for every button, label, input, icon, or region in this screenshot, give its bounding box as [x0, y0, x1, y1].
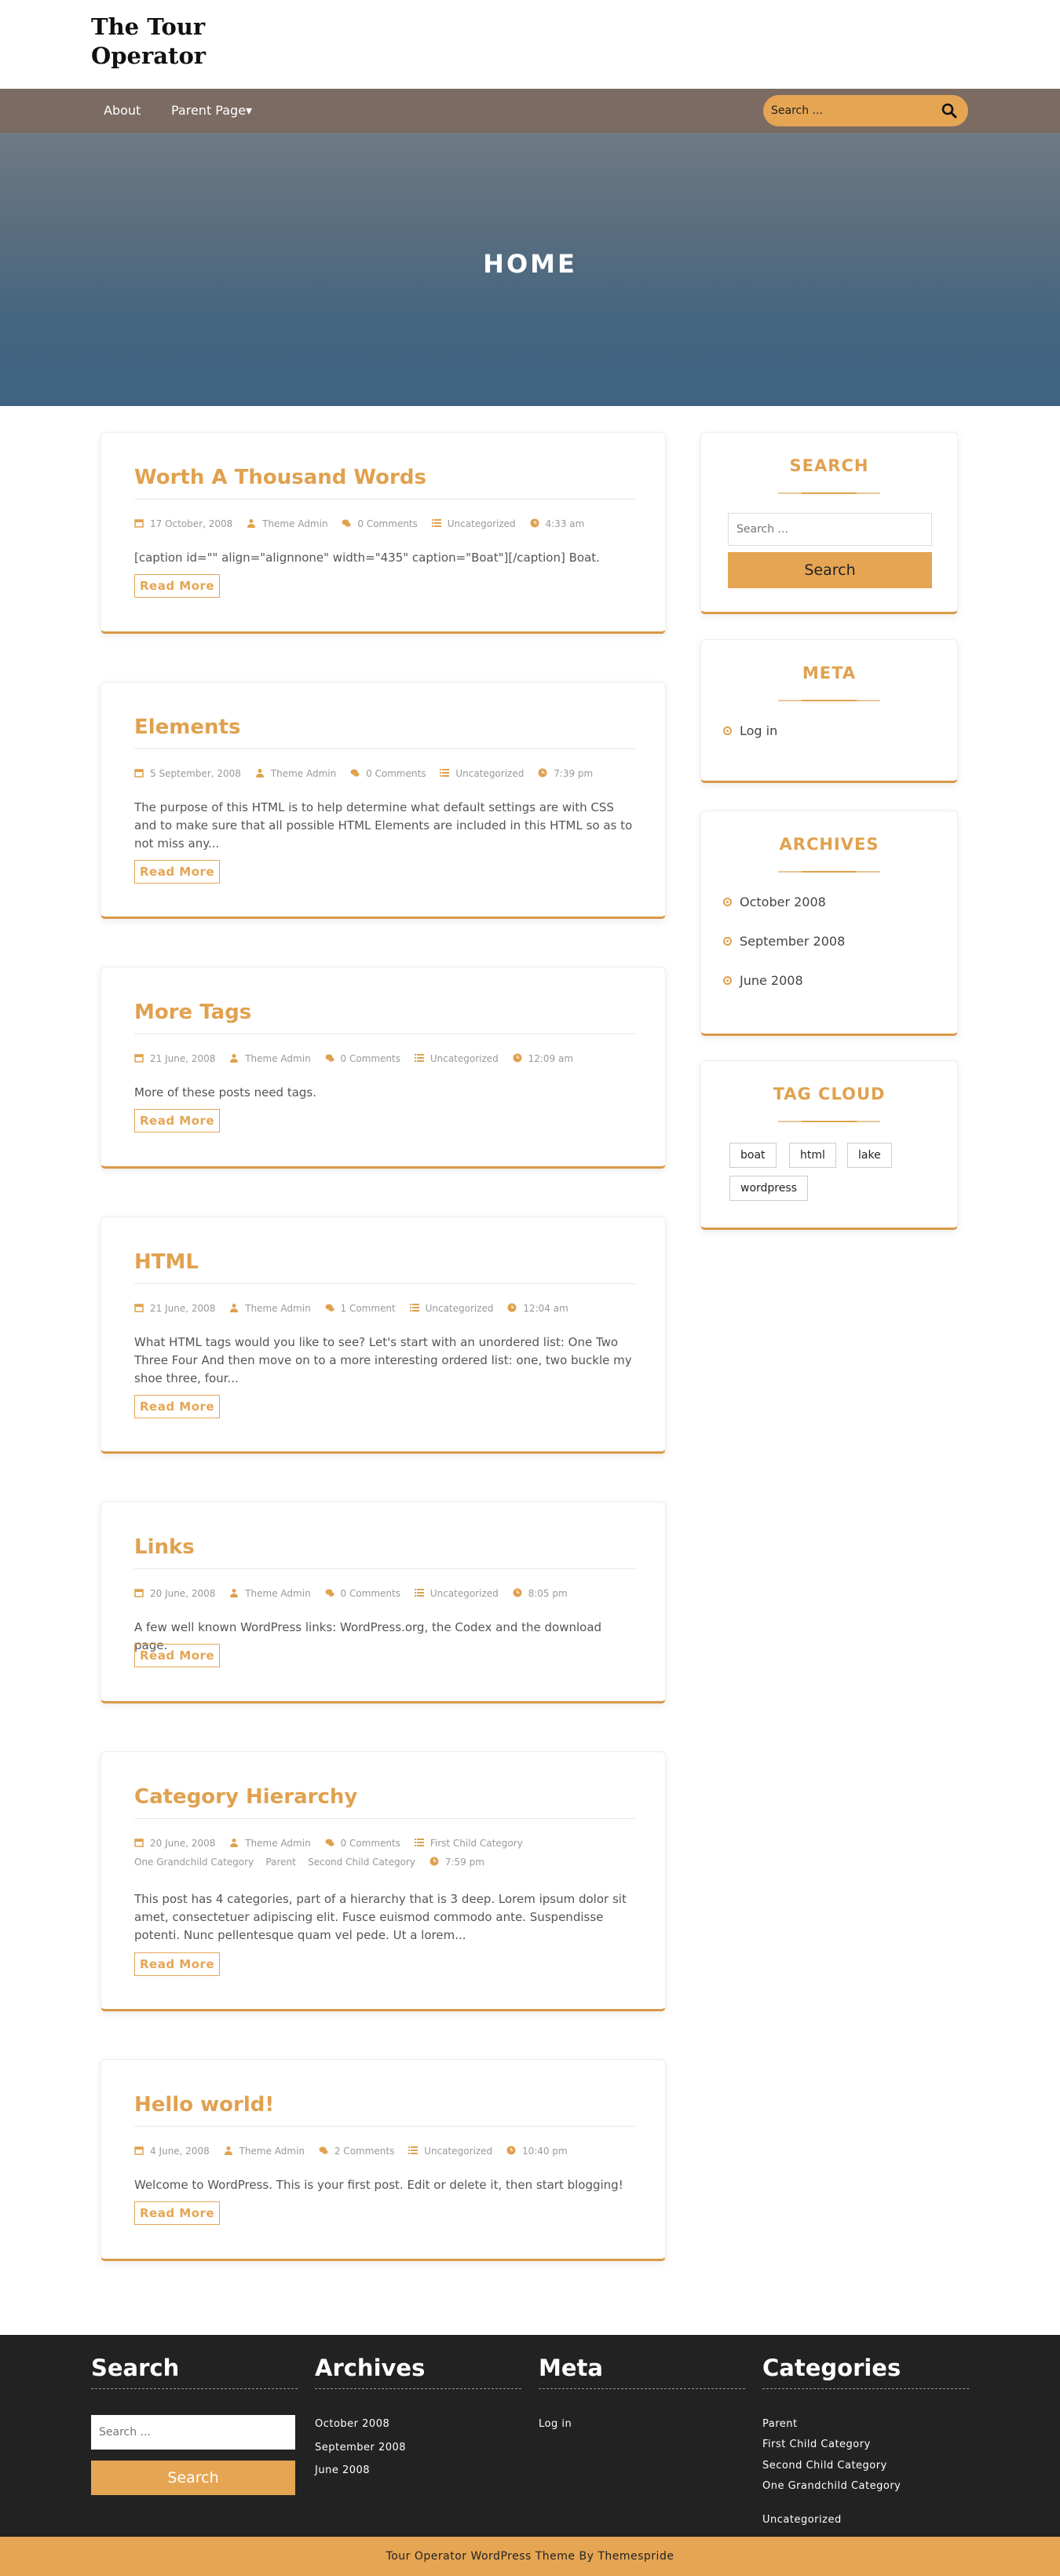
- post-category[interactable]: Uncategorized: [455, 768, 525, 779]
- sidebar-search-input[interactable]: [728, 513, 932, 546]
- post-category[interactable]: Uncategorized: [424, 2146, 493, 2157]
- footer-widget-title: Search: [91, 2354, 298, 2389]
- post-excerpt: A few well known WordPress links: WordPress.org, the Codex and the download page.: [134, 1620, 602, 1652]
- post-title[interactable]: More Tags: [134, 1001, 252, 1024]
- footer-archive-link[interactable]: September 2008: [315, 2442, 407, 2453]
- hero-banner: [0, 133, 1060, 406]
- footer-category-link[interactable]: First Child Category: [762, 2439, 871, 2450]
- title-underline: [778, 492, 880, 494]
- calendar-icon: [134, 1588, 144, 1597]
- read-more-button[interactable]: Read More: [134, 1644, 220, 1667]
- read-more-button[interactable]: Read More: [134, 1952, 220, 1976]
- footer-widget-title: Archives: [315, 2354, 521, 2389]
- clock-icon: [506, 2146, 516, 2155]
- footer-category-link[interactable]: Uncategorized: [762, 2514, 842, 2526]
- footer-meta-widget: [539, 2354, 745, 2511]
- post-excerpt: More of these posts need tags.: [134, 1085, 317, 1100]
- post-card: [101, 682, 666, 919]
- archive-item[interactable]: [723, 973, 803, 988]
- post-card: [101, 432, 666, 634]
- post-comments[interactable]: 0 Comments: [366, 768, 426, 779]
- user-icon: [229, 1838, 239, 1847]
- clock-icon: [513, 1588, 522, 1597]
- read-more-button[interactable]: Read More: [134, 860, 220, 884]
- copyright-bar: [0, 2537, 1060, 2576]
- post-author[interactable]: Theme Admin: [245, 1588, 311, 1599]
- post-author[interactable]: Theme Admin: [245, 1053, 311, 1064]
- footer-meta-link[interactable]: Log in: [539, 2418, 572, 2430]
- search-icon[interactable]: [941, 103, 957, 119]
- footer-search-button[interactable]: Search: [91, 2461, 295, 2495]
- tag-boat[interactable]: boat: [729, 1143, 777, 1168]
- comments-icon: [319, 2146, 328, 2155]
- title-underline: [778, 871, 880, 873]
- post-time: 7:39 pm: [554, 768, 594, 779]
- calendar-icon: [134, 768, 144, 778]
- list-icon: [415, 1588, 424, 1597]
- list-icon: [408, 2146, 418, 2155]
- bullet-icon: [723, 937, 732, 946]
- clock-icon: [530, 518, 539, 528]
- post-meta: [134, 1584, 641, 1603]
- post-date[interactable]: 21 June, 2008: [150, 1303, 216, 1314]
- post-card: [101, 1217, 666, 1454]
- user-icon: [247, 518, 256, 528]
- footer-category-link[interactable]: Second Child Category: [762, 2460, 887, 2472]
- tag-lake[interactable]: lake: [847, 1143, 892, 1168]
- widget-title: ARCHIVES: [779, 835, 879, 854]
- footer-widget-title: Meta: [539, 2354, 745, 2389]
- post-comments[interactable]: 0 Comments: [340, 1053, 400, 1064]
- sidebar-search-widget: [700, 432, 958, 614]
- user-icon: [229, 1303, 239, 1312]
- page-title: HOME: [483, 249, 577, 279]
- tag-html[interactable]: html: [789, 1143, 836, 1168]
- post-meta: [134, 514, 641, 533]
- post-time: 4:33 am: [545, 518, 585, 529]
- post-meta: [134, 2142, 641, 2161]
- calendar-icon: [134, 2146, 144, 2155]
- post-excerpt: This post has 4 categories, part of a hierarchy that is 3 deep. Lorem ipsum dolor sit amet, consectetuer adipiscing elit. Fusce euismod commodo ante. Suspendisse potenti. Nunc pellentesque quam vel pede. Ut a lorem...: [134, 1892, 627, 1942]
- post-time: 10:40 pm: [521, 2146, 568, 2157]
- bullet-icon: [723, 898, 732, 906]
- archive-item-label[interactable]: October 2008: [740, 895, 826, 909]
- post-date[interactable]: 4 June, 2008: [150, 2146, 210, 2157]
- clock-icon: [429, 1857, 439, 1866]
- footer-search-widget: [91, 2354, 298, 2511]
- post-comments[interactable]: 0 Comments: [340, 1588, 400, 1599]
- post-meta: [134, 1049, 641, 1068]
- comments-icon: [325, 1838, 334, 1847]
- meta-item-log-in[interactable]: [723, 723, 777, 738]
- archive-item-label[interactable]: September 2008: [740, 934, 846, 949]
- footer-category-link[interactable]: One Grandchild Category: [762, 2480, 901, 2492]
- post-date[interactable]: 17 October, 2008: [150, 518, 233, 529]
- post-category[interactable]: Uncategorized: [429, 1588, 499, 1599]
- list-icon: [415, 1053, 424, 1063]
- copyright-text[interactable]: Tour Operator WordPress Theme By Themespride: [386, 2550, 674, 2563]
- post-title[interactable]: Links: [134, 1535, 195, 1559]
- list-icon: [440, 768, 449, 778]
- site-header: [0, 0, 1060, 89]
- archive-item[interactable]: [723, 895, 826, 909]
- user-icon: [229, 1053, 239, 1063]
- comments-icon: [350, 768, 360, 778]
- divider: [134, 2126, 635, 2127]
- calendar-icon: [134, 1053, 144, 1063]
- post-author[interactable]: Theme Admin: [245, 1303, 311, 1314]
- calendar-icon: [134, 1838, 144, 1847]
- bullet-icon: [723, 726, 732, 735]
- post-comments[interactable]: 1 Comment: [340, 1303, 396, 1314]
- post-category[interactable]: Uncategorized: [425, 1303, 494, 1314]
- post-excerpt: What HTML tags would you like to see? Let's start with an unordered list: One Two Three Four And then move on to a more interesting ordered list: one, two buckle my shoe three, four...: [134, 1335, 632, 1385]
- post-comments[interactable]: 2 Comments: [334, 2146, 395, 2157]
- comments-icon: [342, 518, 351, 528]
- post-meta: [134, 1834, 641, 1872]
- clock-icon: [507, 1303, 517, 1312]
- divider: [134, 1568, 635, 1569]
- tag-wordpress[interactable]: wordpress: [729, 1176, 808, 1201]
- divider: [134, 1818, 635, 1819]
- divider: [134, 748, 635, 749]
- clock-icon: [538, 768, 547, 778]
- post-excerpt: [caption id="" align="alignnone" width="435" caption="Boat"][/caption] Boat.: [134, 551, 600, 565]
- footer-archive-link[interactable]: June 2008: [315, 2464, 371, 2476]
- post-excerpt: Welcome to WordPress. This is your first post. Edit or delete it, then start blogging!: [134, 2178, 623, 2192]
- footer-category-link[interactable]: Parent: [762, 2418, 798, 2430]
- footer-widget-title: Categories: [762, 2354, 969, 2389]
- sidebar-archives-widget: [700, 810, 958, 1036]
- post-author[interactable]: Theme Admin: [270, 768, 337, 779]
- comments-icon: [325, 1303, 334, 1312]
- list-icon: [415, 1838, 424, 1847]
- calendar-icon: [134, 1303, 144, 1312]
- post-author[interactable]: Theme Admin: [262, 518, 328, 529]
- sidebar-tag-cloud-widget: [700, 1060, 958, 1230]
- post-category[interactable]: First Child Category: [429, 1838, 523, 1849]
- footer-categories-widget: [762, 2354, 969, 2526]
- post-card: [101, 1751, 666, 2011]
- post-time: 12:04 am: [523, 1303, 568, 1314]
- header-search: [763, 95, 968, 126]
- nav-item-parent-page[interactable]: Parent Page▾: [171, 103, 253, 118]
- post-time: 12:09 am: [528, 1053, 574, 1064]
- read-more-button[interactable]: Read More: [134, 1395, 220, 1418]
- post-card: [101, 1502, 666, 1703]
- comments-icon: [325, 1588, 334, 1597]
- clock-icon: [513, 1053, 522, 1063]
- user-icon: [224, 2146, 233, 2155]
- post-category[interactable]: Uncategorized: [447, 518, 516, 529]
- post-card: [101, 2059, 666, 2261]
- post-card: [101, 967, 666, 1169]
- widget-title: SEARCH: [789, 456, 869, 475]
- post-excerpt: The purpose of this HTML is to help determine what default settings are with CSS and to make sure that all possible HTML Elements are included in this HTML so as to not miss any...: [134, 800, 633, 851]
- post-category[interactable]: Uncategorized: [429, 1053, 499, 1064]
- footer-search-input[interactable]: [91, 2415, 295, 2450]
- bullet-icon: [723, 976, 732, 985]
- post-meta: [134, 764, 641, 783]
- calendar-icon: [134, 518, 144, 528]
- title-underline: [778, 700, 880, 701]
- post-date[interactable]: 20 June, 2008: [150, 1838, 216, 1849]
- archive-item-label[interactable]: June 2008: [740, 973, 803, 988]
- nav-item-about[interactable]: About: [104, 103, 141, 118]
- sidebar-search-button[interactable]: Search: [728, 552, 932, 588]
- post-title[interactable]: Hello world!: [134, 2093, 275, 2117]
- post-date[interactable]: 5 September, 2008: [150, 768, 241, 779]
- read-more-button[interactable]: Read More: [134, 574, 220, 598]
- post-category-extra[interactable]: One Grandchild Category Parent Second Child Category: [134, 1857, 415, 1868]
- footer-archive-link[interactable]: October 2008: [315, 2418, 390, 2430]
- list-icon: [432, 518, 441, 528]
- read-more-button[interactable]: Read More: [134, 2201, 220, 2225]
- user-icon: [255, 768, 265, 778]
- post-title[interactable]: HTML: [134, 1250, 199, 1274]
- post-comments[interactable]: 0 Comments: [340, 1838, 400, 1849]
- widget-title: META: [802, 664, 857, 682]
- site-title[interactable]: [91, 13, 209, 71]
- title-underline: [778, 1121, 880, 1122]
- sidebar-meta-widget: [700, 639, 958, 783]
- post-author[interactable]: Theme Admin: [239, 2146, 305, 2157]
- read-more-button[interactable]: Read More: [134, 1109, 220, 1132]
- post-time: 8:05 pm: [528, 1588, 568, 1599]
- site-footer: [0, 2335, 1060, 2537]
- site-title-text[interactable]: The Tour Operator: [91, 13, 207, 69]
- post-time: 7:59 pm: [444, 1857, 484, 1868]
- header-search-input[interactable]: [771, 95, 928, 126]
- post-author[interactable]: Theme Admin: [245, 1838, 311, 1849]
- post-title[interactable]: Elements: [134, 715, 241, 739]
- list-icon: [410, 1303, 419, 1312]
- post-title[interactable]: Worth A Thousand Words: [134, 466, 426, 489]
- archive-item[interactable]: [723, 934, 845, 949]
- post-comments[interactable]: 0 Comments: [357, 518, 418, 529]
- meta-item-label[interactable]: Log in: [740, 723, 778, 738]
- widget-title: TAG CLOUD: [773, 1085, 886, 1103]
- divider: [134, 1283, 635, 1284]
- post-date[interactable]: 21 June, 2008: [150, 1053, 216, 1064]
- post-title[interactable]: Category Hierarchy: [134, 1785, 358, 1809]
- post-date[interactable]: 20 June, 2008: [150, 1588, 216, 1599]
- user-icon: [229, 1588, 239, 1597]
- footer-archives-widget: [315, 2354, 521, 2511]
- post-meta: [134, 1299, 641, 1318]
- comments-icon: [325, 1053, 334, 1063]
